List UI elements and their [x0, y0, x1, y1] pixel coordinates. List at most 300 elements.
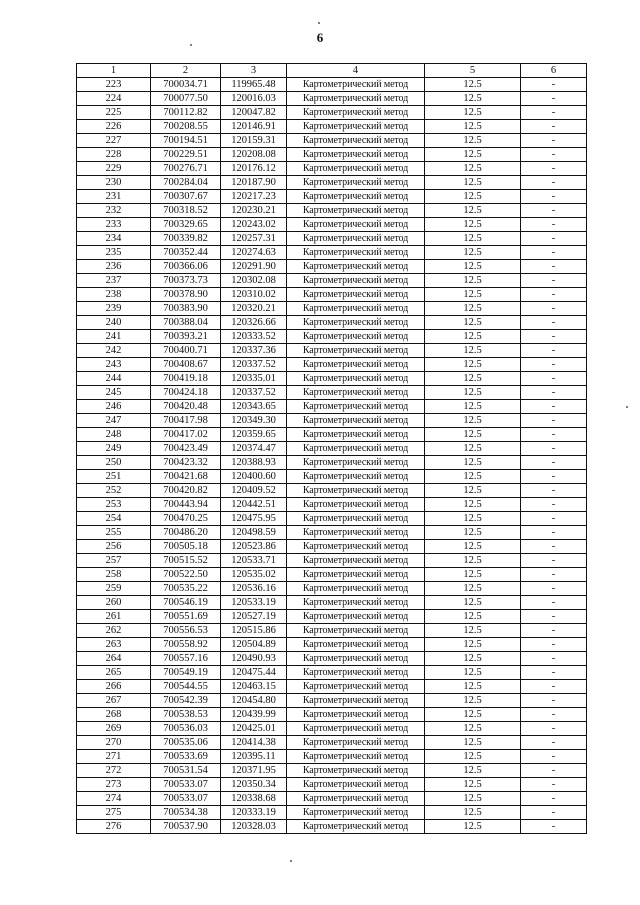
- method-cell: Картометрический метод: [287, 316, 425, 330]
- coordinate-y-cell: 120243.02: [221, 218, 287, 232]
- method-cell: Картометрический метод: [287, 218, 425, 232]
- table-row: [77, 344, 587, 358]
- accuracy-cell: 12.5: [425, 330, 521, 344]
- row-number-cell: 275: [77, 806, 151, 820]
- table-row: [77, 162, 587, 176]
- note-cell: -: [521, 540, 587, 554]
- table-row: [77, 330, 587, 344]
- row-number-cell: 254: [77, 512, 151, 526]
- accuracy-cell: 12.5: [425, 442, 521, 456]
- accuracy-cell: 12.5: [425, 694, 521, 708]
- coordinate-y-cell: 120359.65: [221, 428, 287, 442]
- table-row: [77, 414, 587, 428]
- table-row: [77, 554, 587, 568]
- table-row: [77, 246, 587, 260]
- row-number-cell: 269: [77, 722, 151, 736]
- row-number-cell: 252: [77, 484, 151, 498]
- coordinate-x-cell: 700531.54: [151, 764, 221, 778]
- method-cell: Картометрический метод: [287, 526, 425, 540]
- note-cell: -: [521, 106, 587, 120]
- coordinate-x-cell: 700307.67: [151, 190, 221, 204]
- row-number-cell: 256: [77, 540, 151, 554]
- coordinate-x-cell: 700419.18: [151, 372, 221, 386]
- accuracy-cell: 12.5: [425, 176, 521, 190]
- row-number-cell: 244: [77, 372, 151, 386]
- row-number-cell: 245: [77, 386, 151, 400]
- coordinate-x-cell: 700378.90: [151, 288, 221, 302]
- accuracy-cell: 12.5: [425, 582, 521, 596]
- note-cell: -: [521, 330, 587, 344]
- table-row: [77, 736, 587, 750]
- note-cell: -: [521, 498, 587, 512]
- coordinate-y-cell: 120414.38: [221, 736, 287, 750]
- note-cell: -: [521, 246, 587, 260]
- coordinate-x-cell: 700557.16: [151, 652, 221, 666]
- method-cell: Картометрический метод: [287, 694, 425, 708]
- table-row: [77, 148, 587, 162]
- coordinate-x-cell: 700535.22: [151, 582, 221, 596]
- note-cell: -: [521, 456, 587, 470]
- note-cell: -: [521, 442, 587, 456]
- row-number-cell: 276: [77, 820, 151, 834]
- row-number-cell: 241: [77, 330, 151, 344]
- row-number-cell: 260: [77, 596, 151, 610]
- note-cell: -: [521, 554, 587, 568]
- row-number-cell: 265: [77, 666, 151, 680]
- method-cell: Картометрический метод: [287, 134, 425, 148]
- coordinate-x-cell: 700420.82: [151, 484, 221, 498]
- coordinate-y-cell: 120335.01: [221, 372, 287, 386]
- coordinate-x-cell: 700417.98: [151, 414, 221, 428]
- coordinate-x-cell: 700400.71: [151, 344, 221, 358]
- row-number-cell: 257: [77, 554, 151, 568]
- row-number-cell: 249: [77, 442, 151, 456]
- coordinate-y-cell: 119965.48: [221, 78, 287, 92]
- note-cell: -: [521, 568, 587, 582]
- method-cell: Картометрический метод: [287, 540, 425, 554]
- coordinate-x-cell: 700538.53: [151, 708, 221, 722]
- coordinate-x-cell: 700522.50: [151, 568, 221, 582]
- method-cell: Картометрический метод: [287, 442, 425, 456]
- coordinate-x-cell: 700034.71: [151, 78, 221, 92]
- coordinate-x-cell: 700424.18: [151, 386, 221, 400]
- coordinate-y-cell: 120504.89: [221, 638, 287, 652]
- accuracy-cell: 12.5: [425, 512, 521, 526]
- row-number-cell: 274: [77, 792, 151, 806]
- note-cell: -: [521, 470, 587, 484]
- column-header-2: 2: [151, 64, 221, 78]
- note-cell: -: [521, 582, 587, 596]
- table-row: [77, 750, 587, 764]
- coordinate-y-cell: 120187.90: [221, 176, 287, 190]
- method-cell: Картометрический метод: [287, 386, 425, 400]
- row-number-cell: 255: [77, 526, 151, 540]
- row-number-cell: 273: [77, 778, 151, 792]
- note-cell: -: [521, 162, 587, 176]
- row-number-cell: 250: [77, 456, 151, 470]
- accuracy-cell: 12.5: [425, 148, 521, 162]
- note-cell: -: [521, 764, 587, 778]
- coordinate-x-cell: 700077.50: [151, 92, 221, 106]
- coordinate-y-cell: 120337.36: [221, 344, 287, 358]
- note-cell: -: [521, 274, 587, 288]
- coordinate-x-cell: 700533.07: [151, 778, 221, 792]
- accuracy-cell: 12.5: [425, 358, 521, 372]
- note-cell: -: [521, 806, 587, 820]
- accuracy-cell: 12.5: [425, 722, 521, 736]
- accuracy-cell: 12.5: [425, 638, 521, 652]
- coordinates-table-container: [76, 63, 587, 834]
- coordinate-x-cell: 700417.02: [151, 428, 221, 442]
- table-row: [77, 232, 587, 246]
- note-cell: -: [521, 134, 587, 148]
- coordinate-y-cell: 120333.52: [221, 330, 287, 344]
- note-cell: -: [521, 512, 587, 526]
- coordinate-y-cell: 120463.15: [221, 680, 287, 694]
- note-cell: -: [521, 358, 587, 372]
- table-row: [77, 92, 587, 106]
- note-cell: -: [521, 596, 587, 610]
- method-cell: Картометрический метод: [287, 582, 425, 596]
- coordinate-x-cell: 700486.20: [151, 526, 221, 540]
- table-row: [77, 456, 587, 470]
- method-cell: Картометрический метод: [287, 736, 425, 750]
- row-number-cell: 266: [77, 680, 151, 694]
- table-row: [77, 764, 587, 778]
- note-cell: -: [521, 680, 587, 694]
- note-cell: -: [521, 652, 587, 666]
- row-number-cell: 232: [77, 204, 151, 218]
- coordinate-y-cell: 120159.31: [221, 134, 287, 148]
- table-row: [77, 498, 587, 512]
- coordinate-x-cell: 700366.06: [151, 260, 221, 274]
- accuracy-cell: 12.5: [425, 778, 521, 792]
- row-number-cell: 246: [77, 400, 151, 414]
- accuracy-cell: 12.5: [425, 526, 521, 540]
- coordinate-x-cell: 700551.69: [151, 610, 221, 624]
- note-cell: -: [521, 736, 587, 750]
- page-number: 6: [316, 30, 324, 45]
- method-cell: Картометрический метод: [287, 204, 425, 218]
- note-cell: -: [521, 316, 587, 330]
- coordinate-y-cell: 120374.47: [221, 442, 287, 456]
- table-row: [77, 652, 587, 666]
- note-cell: -: [521, 778, 587, 792]
- coordinate-x-cell: 700388.04: [151, 316, 221, 330]
- table-row: [77, 190, 587, 204]
- accuracy-cell: 12.5: [425, 596, 521, 610]
- accuracy-cell: 12.5: [425, 806, 521, 820]
- note-cell: -: [521, 288, 587, 302]
- coordinate-y-cell: 120475.44: [221, 666, 287, 680]
- note-cell: -: [521, 372, 587, 386]
- table-row: [77, 260, 587, 274]
- method-cell: Картометрический метод: [287, 274, 425, 288]
- coordinate-y-cell: 120337.52: [221, 358, 287, 372]
- accuracy-cell: 12.5: [425, 764, 521, 778]
- table-row: [77, 78, 587, 92]
- row-number-cell: 248: [77, 428, 151, 442]
- accuracy-cell: 12.5: [425, 274, 521, 288]
- row-number-cell: 237: [77, 274, 151, 288]
- coordinate-y-cell: 120535.02: [221, 568, 287, 582]
- method-cell: Картометрический метод: [287, 764, 425, 778]
- method-cell: Картометрический метод: [287, 820, 425, 834]
- method-cell: Картометрический метод: [287, 176, 425, 190]
- note-cell: -: [521, 484, 587, 498]
- coordinate-y-cell: 120475.95: [221, 512, 287, 526]
- table-row: [77, 778, 587, 792]
- note-cell: -: [521, 92, 587, 106]
- method-cell: Картометрический метод: [287, 806, 425, 820]
- row-number-cell: 234: [77, 232, 151, 246]
- note-cell: -: [521, 260, 587, 274]
- row-number-cell: 243: [77, 358, 151, 372]
- coordinate-y-cell: 120337.52: [221, 386, 287, 400]
- note-cell: -: [521, 708, 587, 722]
- coordinate-y-cell: 120400.60: [221, 470, 287, 484]
- table-row: [77, 596, 587, 610]
- row-number-cell: 271: [77, 750, 151, 764]
- method-cell: Картометрический метод: [287, 414, 425, 428]
- table-row: [77, 638, 587, 652]
- coordinate-y-cell: 120533.19: [221, 596, 287, 610]
- accuracy-cell: 12.5: [425, 610, 521, 624]
- table-row: [77, 386, 587, 400]
- method-cell: Картометрический метод: [287, 190, 425, 204]
- coordinate-x-cell: 700536.03: [151, 722, 221, 736]
- table-row: [77, 582, 587, 596]
- coordinate-x-cell: 700505.18: [151, 540, 221, 554]
- coordinate-y-cell: 120536.16: [221, 582, 287, 596]
- accuracy-cell: 12.5: [425, 414, 521, 428]
- accuracy-cell: 12.5: [425, 204, 521, 218]
- method-cell: Картометрический метод: [287, 708, 425, 722]
- accuracy-cell: 12.5: [425, 106, 521, 120]
- row-number-cell: 227: [77, 134, 151, 148]
- table-row: [77, 680, 587, 694]
- column-header-4: 4: [287, 64, 425, 78]
- coordinate-y-cell: 120409.52: [221, 484, 287, 498]
- note-cell: -: [521, 638, 587, 652]
- coordinate-x-cell: 700556.53: [151, 624, 221, 638]
- row-number-cell: 268: [77, 708, 151, 722]
- coordinate-x-cell: 700339.82: [151, 232, 221, 246]
- row-number-cell: 240: [77, 316, 151, 330]
- table-row: [77, 540, 587, 554]
- accuracy-cell: 12.5: [425, 386, 521, 400]
- note-cell: -: [521, 694, 587, 708]
- row-number-cell: 235: [77, 246, 151, 260]
- coordinate-x-cell: 700284.04: [151, 176, 221, 190]
- coordinate-x-cell: 700470.25: [151, 512, 221, 526]
- coordinate-x-cell: 700534.38: [151, 806, 221, 820]
- row-number-cell: 253: [77, 498, 151, 512]
- coordinate-x-cell: 700423.32: [151, 456, 221, 470]
- accuracy-cell: 12.5: [425, 484, 521, 498]
- row-number-cell: 258: [77, 568, 151, 582]
- method-cell: Картометрический метод: [287, 246, 425, 260]
- row-number-cell: 229: [77, 162, 151, 176]
- coordinate-y-cell: 120230.21: [221, 204, 287, 218]
- table-row: [77, 176, 587, 190]
- method-cell: Картометрический метод: [287, 232, 425, 246]
- note-cell: -: [521, 820, 587, 834]
- coordinate-y-cell: 120047.82: [221, 106, 287, 120]
- table-row: [77, 358, 587, 372]
- method-cell: Картометрический метод: [287, 750, 425, 764]
- accuracy-cell: 12.5: [425, 218, 521, 232]
- method-cell: Картометрический метод: [287, 680, 425, 694]
- row-number-cell: 231: [77, 190, 151, 204]
- coordinate-x-cell: 700533.69: [151, 750, 221, 764]
- accuracy-cell: 12.5: [425, 540, 521, 554]
- table-row: [77, 694, 587, 708]
- column-header-3: 3: [221, 64, 287, 78]
- note-cell: -: [521, 232, 587, 246]
- table-row: [77, 134, 587, 148]
- coordinate-y-cell: 120016.03: [221, 92, 287, 106]
- accuracy-cell: 12.5: [425, 736, 521, 750]
- method-cell: Картометрический метод: [287, 610, 425, 624]
- accuracy-cell: 12.5: [425, 498, 521, 512]
- table-row: [77, 708, 587, 722]
- accuracy-cell: 12.5: [425, 162, 521, 176]
- accuracy-cell: 12.5: [425, 288, 521, 302]
- method-cell: Картометрический метод: [287, 92, 425, 106]
- coordinate-x-cell: 700423.49: [151, 442, 221, 456]
- method-cell: Картометрический метод: [287, 302, 425, 316]
- table-row: [77, 792, 587, 806]
- table-header-row: [77, 64, 587, 78]
- table-row: [77, 512, 587, 526]
- row-number-cell: 226: [77, 120, 151, 134]
- column-header-5: 5: [425, 64, 521, 78]
- note-cell: -: [521, 218, 587, 232]
- table-row: [77, 400, 587, 414]
- row-number-cell: 233: [77, 218, 151, 232]
- note-cell: -: [521, 344, 587, 358]
- coordinate-x-cell: 700537.90: [151, 820, 221, 834]
- method-cell: Картометрический метод: [287, 470, 425, 484]
- table-row: [77, 302, 587, 316]
- method-cell: Картометрический метод: [287, 288, 425, 302]
- column-header-6: 6: [521, 64, 587, 78]
- table-row: [77, 120, 587, 134]
- row-number-cell: 272: [77, 764, 151, 778]
- coordinate-y-cell: 120442.51: [221, 498, 287, 512]
- method-cell: Картометрический метод: [287, 792, 425, 806]
- accuracy-cell: 12.5: [425, 554, 521, 568]
- accuracy-cell: 12.5: [425, 568, 521, 582]
- accuracy-cell: 12.5: [425, 708, 521, 722]
- table-row: [77, 722, 587, 736]
- coordinate-y-cell: 120320.21: [221, 302, 287, 316]
- note-cell: -: [521, 78, 587, 92]
- coordinate-x-cell: 700318.52: [151, 204, 221, 218]
- table-row: [77, 204, 587, 218]
- table-row: [77, 428, 587, 442]
- coordinate-x-cell: 700329.65: [151, 218, 221, 232]
- method-cell: Картометрический метод: [287, 148, 425, 162]
- accuracy-cell: 12.5: [425, 260, 521, 274]
- note-cell: -: [521, 148, 587, 162]
- accuracy-cell: 12.5: [425, 666, 521, 680]
- note-cell: -: [521, 624, 587, 638]
- accuracy-cell: 12.5: [425, 428, 521, 442]
- table-row: [77, 624, 587, 638]
- coordinate-x-cell: 700558.92: [151, 638, 221, 652]
- accuracy-cell: 12.5: [425, 470, 521, 484]
- table-body: [77, 78, 587, 834]
- note-cell: -: [521, 400, 587, 414]
- table-row: [77, 470, 587, 484]
- coordinate-x-cell: 700373.73: [151, 274, 221, 288]
- table-row: [77, 484, 587, 498]
- table-row: [77, 568, 587, 582]
- row-number-cell: 267: [77, 694, 151, 708]
- coordinate-x-cell: 700194.51: [151, 134, 221, 148]
- table-row: [77, 806, 587, 820]
- method-cell: Картометрический метод: [287, 638, 425, 652]
- coordinate-y-cell: 120217.23: [221, 190, 287, 204]
- coordinate-y-cell: 120515.86: [221, 624, 287, 638]
- coordinate-y-cell: 120208.08: [221, 148, 287, 162]
- row-number-cell: 224: [77, 92, 151, 106]
- row-number-cell: 259: [77, 582, 151, 596]
- column-header-1: 1: [77, 64, 151, 78]
- coordinate-y-cell: 120176.12: [221, 162, 287, 176]
- row-number-cell: 238: [77, 288, 151, 302]
- note-cell: -: [521, 190, 587, 204]
- table-row: [77, 218, 587, 232]
- row-number-cell: 262: [77, 624, 151, 638]
- method-cell: Картометрический метод: [287, 372, 425, 386]
- coordinate-x-cell: 700535.06: [151, 736, 221, 750]
- coordinate-y-cell: 120302.08: [221, 274, 287, 288]
- coordinate-x-cell: 700420.48: [151, 400, 221, 414]
- coordinate-x-cell: 700393.21: [151, 330, 221, 344]
- row-number-cell: 230: [77, 176, 151, 190]
- coordinate-y-cell: 120146.91: [221, 120, 287, 134]
- coordinate-x-cell: 700276.71: [151, 162, 221, 176]
- table-row: [77, 274, 587, 288]
- method-cell: Картометрический метод: [287, 106, 425, 120]
- coordinate-y-cell: 120326.66: [221, 316, 287, 330]
- coordinate-x-cell: 700546.19: [151, 596, 221, 610]
- scan-speck: [290, 860, 292, 862]
- row-number-cell: 236: [77, 260, 151, 274]
- coordinate-y-cell: 120274.63: [221, 246, 287, 260]
- coordinate-y-cell: 120291.90: [221, 260, 287, 274]
- coordinate-x-cell: 700533.07: [151, 792, 221, 806]
- coordinate-y-cell: 120527.19: [221, 610, 287, 624]
- coordinate-y-cell: 120523.86: [221, 540, 287, 554]
- method-cell: Картометрический метод: [287, 78, 425, 92]
- coordinate-y-cell: 120490.93: [221, 652, 287, 666]
- method-cell: Картометрический метод: [287, 260, 425, 274]
- method-cell: Картометрический метод: [287, 344, 425, 358]
- coordinates-table: [76, 63, 587, 834]
- accuracy-cell: 12.5: [425, 456, 521, 470]
- row-number-cell: 251: [77, 470, 151, 484]
- method-cell: Картометрический метод: [287, 512, 425, 526]
- accuracy-cell: 12.5: [425, 750, 521, 764]
- method-cell: Картометрический метод: [287, 456, 425, 470]
- coordinate-y-cell: 120350.34: [221, 778, 287, 792]
- table-row: [77, 666, 587, 680]
- note-cell: -: [521, 792, 587, 806]
